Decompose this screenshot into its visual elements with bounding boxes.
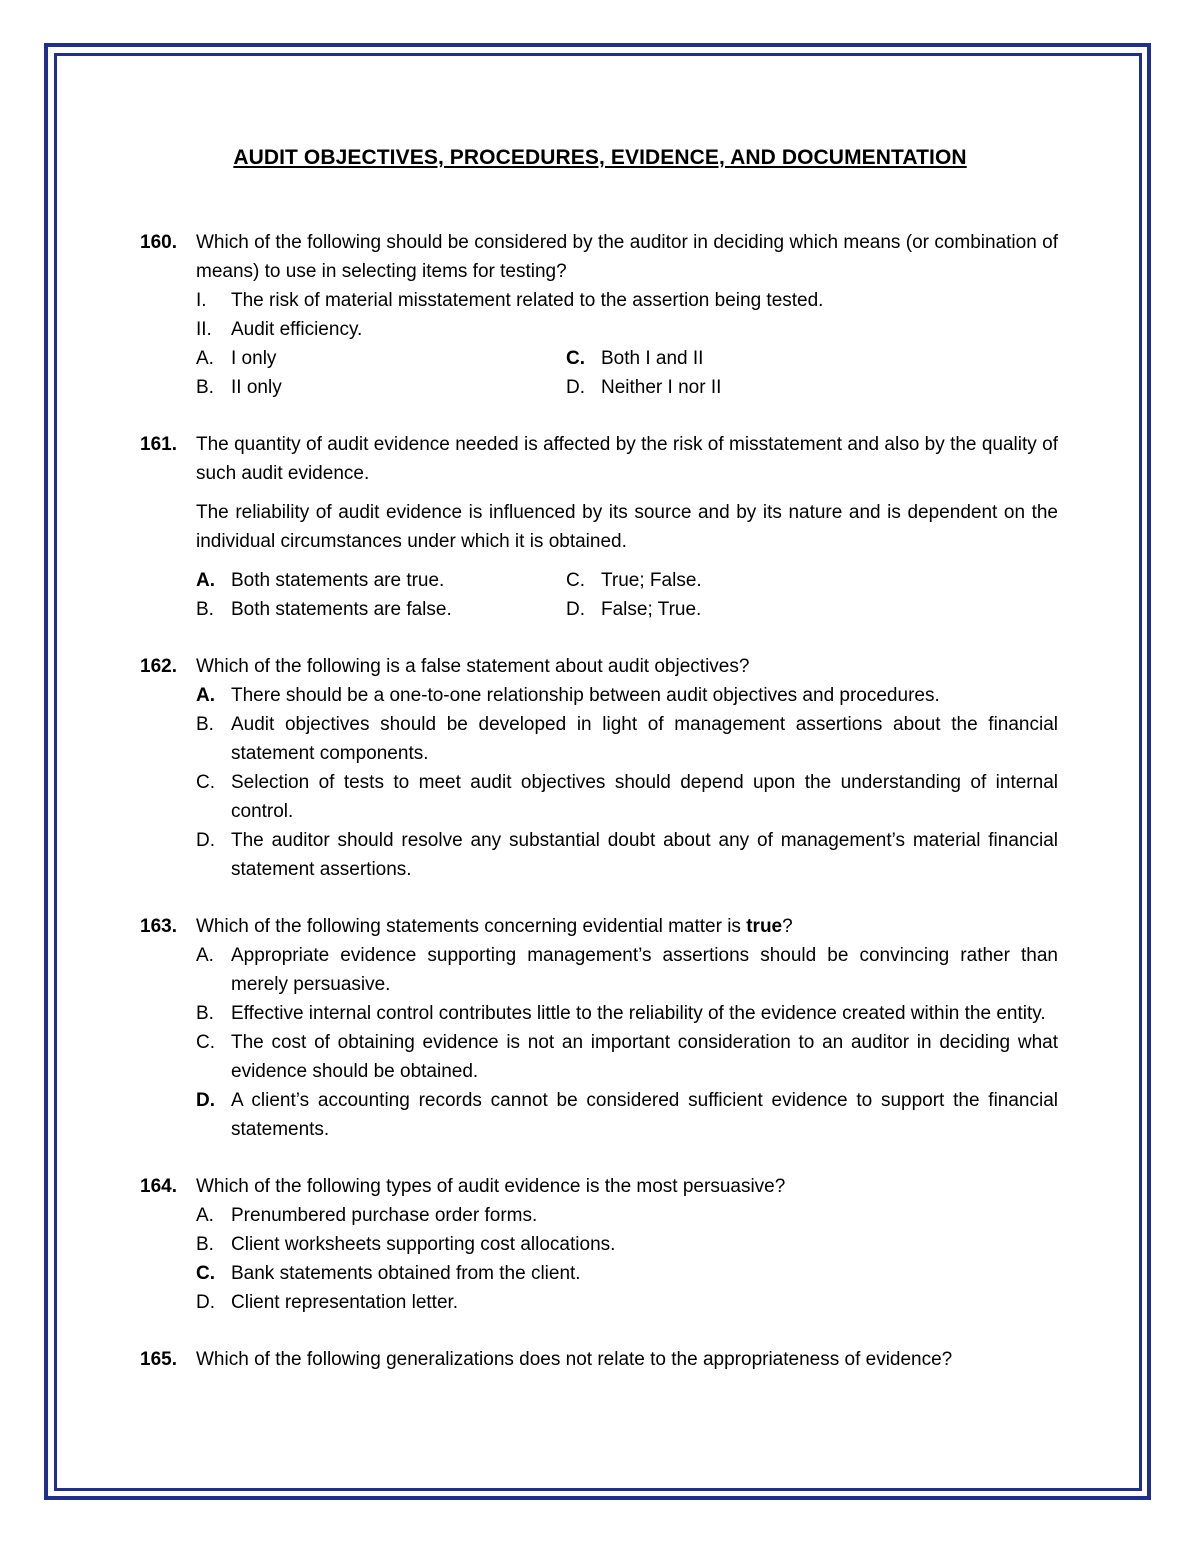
option-text: I only [231, 348, 277, 369]
question-number: 164. [140, 1176, 177, 1197]
option-a [196, 941, 1058, 999]
question-stem [196, 912, 1058, 941]
option-text: Client worksheets supporting cost allocations. [231, 1234, 616, 1255]
option-letter: D. [196, 1090, 215, 1111]
option-letter: C. [196, 1032, 215, 1053]
option-text: Neither I nor II [601, 377, 722, 398]
option-letter: A. [196, 685, 215, 706]
option-grid [196, 566, 1058, 624]
option-d [566, 595, 1058, 624]
option-a [196, 681, 1058, 710]
option-c [566, 344, 1058, 373]
question-162 [140, 652, 1058, 884]
option-c [566, 566, 1058, 595]
stem-end: ? [782, 916, 793, 937]
option-c [196, 1028, 1058, 1086]
option-text: The auditor should resolve any substantial doubt about any of management’s material financial statement assertions. [231, 830, 1058, 880]
question-number: 165. [140, 1349, 177, 1370]
question-161 [140, 430, 1058, 624]
option-text: False; True. [601, 599, 702, 620]
option-letter: A. [196, 1205, 214, 1226]
statement-text: Audit efficiency. [231, 319, 363, 340]
option-grid [196, 344, 1058, 402]
option-letter: D. [196, 1292, 215, 1313]
option-b [196, 595, 566, 624]
statement-text: The risk of material misstatement related to the assertion being tested. [231, 290, 824, 311]
option-a [196, 1201, 1058, 1230]
option-text: A client’s accounting records cannot be considered sufficient evidence to support the financial statements. [231, 1090, 1058, 1140]
question-stem: Which of the following generalizations does not relate to the appropriateness of evidence? [196, 1349, 953, 1370]
option-d [196, 1288, 1058, 1317]
option-letter: B. [196, 377, 214, 398]
option-text: Client representation letter. [231, 1292, 459, 1313]
option-a [196, 344, 566, 373]
question-list [140, 228, 1058, 1402]
statement-item [196, 315, 1058, 344]
option-text: Effective internal control contributes little to the reliability of the evidence created within the entity. [231, 1003, 1046, 1024]
option-text: Prenumbered purchase order forms. [231, 1205, 538, 1226]
question-number: 161. [140, 434, 177, 455]
option-c [196, 1259, 1058, 1288]
option-d [566, 373, 1058, 402]
option-letter: B. [196, 1234, 214, 1255]
question-number: 160. [140, 232, 177, 253]
question-160 [140, 228, 1058, 402]
option-letter: D. [566, 377, 585, 398]
option-text: Bank statements obtained from the client. [231, 1263, 581, 1284]
statement-label: II. [196, 319, 212, 340]
option-d [196, 1086, 1058, 1144]
question-stem: Which of the following is a false statement about audit objectives? [196, 656, 750, 677]
option-text: Both I and II [601, 348, 704, 369]
option-letter: D. [566, 599, 585, 620]
option-letter: A. [196, 945, 214, 966]
option-letter: C. [566, 570, 585, 591]
option-text: There should be a one-to-one relationship between audit objectives and procedures. [231, 685, 940, 706]
question-stem: Which of the following should be considered by the auditor in deciding which means (or combination of means) to use in selecting items for testing? [196, 232, 1058, 282]
option-b [196, 710, 1058, 768]
option-letter: C. [196, 1263, 215, 1284]
statement-label: I. [196, 290, 207, 311]
option-letter: A. [196, 570, 215, 591]
option-text: Appropriate evidence supporting management’s assertions should be convincing rather than merely persuasive. [231, 945, 1058, 995]
option-text: Both statements are true. [231, 570, 445, 591]
statement-item [196, 286, 1058, 315]
option-letter: C. [566, 348, 585, 369]
option-text: II only [231, 377, 282, 398]
option-text: Audit objectives should be developed in light of management assertions about the financial statement components. [231, 714, 1058, 764]
option-letter: B. [196, 714, 214, 735]
stem-emphasis: true [746, 916, 783, 937]
question-number: 163. [140, 916, 177, 937]
question-163 [140, 912, 1058, 1144]
option-d [196, 826, 1058, 884]
option-text: The cost of obtaining evidence is not an important consideration to an auditor in deciding what evidence should be obtained. [231, 1032, 1058, 1082]
option-b [196, 1230, 1058, 1259]
question-stem-second: The reliability of audit evidence is influenced by its source and by its nature and is dependent on the individual circumstances under which it is obtained. [196, 502, 1058, 552]
stem-text: Which of the following statements concerning evidential matter is [196, 916, 747, 937]
option-a [196, 566, 566, 595]
option-text: True; False. [601, 570, 702, 591]
option-b [196, 373, 566, 402]
option-b [196, 999, 1058, 1028]
option-text: Selection of tests to meet audit objectives should depend upon the understanding of internal control. [231, 772, 1058, 822]
option-letter: A. [196, 348, 214, 369]
page-title: AUDIT OBJECTIVES, PROCEDURES, EVIDENCE, AND DOCUMENTATION [233, 146, 967, 169]
option-c [196, 768, 1058, 826]
question-165 [140, 1345, 1058, 1374]
option-letter: B. [196, 599, 214, 620]
option-letter: D. [196, 830, 215, 851]
option-letter: C. [196, 772, 215, 793]
question-164 [140, 1172, 1058, 1317]
question-number: 162. [140, 656, 177, 677]
option-text: Both statements are false. [231, 599, 452, 620]
question-stem: Which of the following types of audit evidence is the most persuasive? [196, 1176, 786, 1197]
question-stem: The quantity of audit evidence needed is affected by the risk of misstatement and also by the quality of such audit evidence. [196, 434, 1058, 484]
option-letter: B. [196, 1003, 214, 1024]
